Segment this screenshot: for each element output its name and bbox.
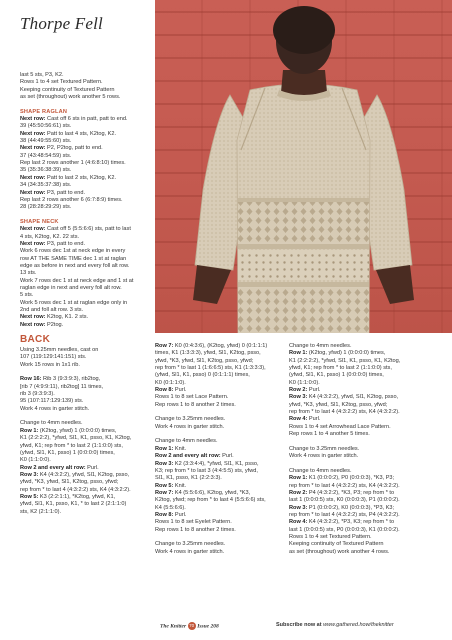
instruction-line bbox=[20, 487, 148, 494]
instruction-line bbox=[289, 350, 429, 357]
instruction-text: K4 (4:3:2:2), yfwd, Sl1, K2tog, psso, bbox=[307, 394, 399, 401]
instruction-text: K4 (5:5:6:6), K2tog, yfwd, *K3, bbox=[173, 489, 251, 496]
instruction-line bbox=[20, 131, 148, 138]
instruction-line bbox=[20, 428, 148, 435]
instruction-line bbox=[289, 483, 429, 490]
instruction-line bbox=[289, 490, 429, 497]
instruction-text: 4 sts, K2tog, K2. 22 sts. bbox=[20, 233, 80, 240]
raglan-instructions bbox=[20, 116, 148, 211]
instruction-line bbox=[289, 534, 429, 541]
instruction-text: rep from * to last 1 (1:6:6:5) sts, K1 (1:3:3:3), bbox=[155, 365, 266, 372]
intro-text bbox=[20, 72, 148, 101]
instruction-text: Rows 1 to 8 set Lace Pattern. bbox=[155, 394, 229, 401]
instruction-text: P3, patt to end. bbox=[45, 189, 85, 196]
instruction-line bbox=[289, 549, 429, 556]
spacer bbox=[20, 369, 148, 376]
instruction-text: Work 4 rows in garter stitch. bbox=[289, 453, 359, 460]
instruction-text: Rep rows 1 to 8 another 2 times. bbox=[155, 401, 236, 408]
issue-number: Issue 208 bbox=[197, 623, 219, 630]
subscribe-label: Subscribe now at bbox=[276, 622, 322, 628]
instruction-line bbox=[289, 365, 429, 372]
instruction-text: P4 (4:3:2:2), *K3, P3; rep from * to bbox=[307, 489, 395, 496]
instruction-line bbox=[155, 497, 287, 504]
instruction-line bbox=[155, 512, 287, 519]
instruction-line bbox=[20, 479, 148, 486]
instruction-line bbox=[20, 153, 148, 160]
section-heading-back: BACK bbox=[20, 334, 51, 346]
instruction-line bbox=[155, 468, 287, 475]
instruction-text: Change to 4mm needles. bbox=[289, 467, 352, 474]
section-heading-shape-raglan: SHAPE RAGLAN bbox=[20, 108, 68, 115]
instruction-line: as set (throughout) work another 5 rows. bbox=[20, 94, 121, 101]
row-label: Row 2: bbox=[289, 387, 308, 394]
instruction-text: Purl. bbox=[307, 387, 321, 394]
row-label: Next row: bbox=[20, 145, 46, 152]
instruction-line bbox=[20, 354, 148, 361]
instruction-line bbox=[20, 314, 148, 321]
page-number: 70 bbox=[189, 623, 195, 628]
instruction-text: Purl. bbox=[173, 387, 187, 394]
row-label: Row 1: bbox=[289, 475, 308, 482]
instruction-line bbox=[289, 402, 429, 409]
instruction-text: Purl. bbox=[220, 453, 234, 460]
row-label: Row 7: bbox=[155, 343, 174, 349]
instruction-line bbox=[20, 285, 148, 292]
instruction-text: edge as before in next and every foll alt row. bbox=[20, 262, 130, 269]
instruction-text: K4 (4:3:2:2), yfwd, Sl1, K2tog, psso, bbox=[38, 471, 130, 478]
instruction-text: rep from * to last 4 (4:3:2:2) sts, K4 (4:3:2:2). bbox=[289, 409, 400, 416]
instruction-text: Rep rows 1 to 8 another 2 times. bbox=[155, 526, 236, 533]
right-column bbox=[289, 343, 429, 556]
instruction-text: K2tog, yfwd; rep from * to last 4 (5:5:6:6) sts, bbox=[155, 497, 266, 504]
model-photo bbox=[155, 0, 452, 333]
instruction-line bbox=[20, 398, 148, 405]
instruction-text: Knit. bbox=[173, 445, 187, 452]
row-label: Next row: bbox=[20, 240, 46, 247]
instruction-line bbox=[289, 394, 429, 401]
row-label: Row 5: bbox=[155, 482, 174, 489]
instruction-line bbox=[155, 394, 287, 401]
instruction-text: as set (throughout) work another 4 rows. bbox=[289, 548, 390, 555]
instruction-text: 37 (43:48:54:59) sts. bbox=[20, 152, 72, 159]
instruction-line bbox=[20, 234, 148, 241]
instruction-text: Rows 1 to 8 set Eyelet Pattern. bbox=[155, 519, 232, 526]
instruction-line bbox=[20, 204, 148, 211]
instruction-text: Purl. bbox=[85, 464, 99, 471]
instruction-text: K4 (5:5:6:6). bbox=[155, 504, 186, 511]
page-title: Thorpe Fell bbox=[20, 14, 103, 33]
instruction-line bbox=[20, 362, 148, 369]
instruction-line bbox=[155, 527, 287, 534]
instruction-line bbox=[155, 358, 287, 365]
row-label: Row 1: bbox=[155, 445, 174, 452]
row-label: Next row: bbox=[20, 226, 46, 233]
subscribe-link[interactable]: www.gathered.how/theknitter bbox=[323, 622, 394, 628]
instruction-line: Keeping continuity of Textured Pattern bbox=[20, 86, 115, 93]
instruction-line bbox=[155, 424, 287, 431]
instruction-line bbox=[155, 438, 287, 445]
instruction-line bbox=[20, 256, 148, 263]
instruction-line bbox=[289, 497, 429, 504]
row-label: Row 3: bbox=[155, 460, 174, 467]
instruction-line bbox=[289, 416, 429, 423]
instruction-text: Work 4 rows in garter stitch. bbox=[20, 405, 90, 412]
instruction-line bbox=[20, 465, 148, 472]
section-heading-shape-neck: SHAPE NECK bbox=[20, 218, 59, 225]
middle-column bbox=[155, 343, 287, 556]
instruction-line bbox=[20, 138, 148, 145]
instruction-line bbox=[20, 270, 148, 277]
instruction-text: 5 sts. bbox=[20, 292, 34, 299]
instruction-text: Work 5 rows dec 1 st at raglan edge only in bbox=[20, 299, 128, 306]
instruction-line bbox=[20, 263, 148, 270]
instruction-line bbox=[20, 472, 148, 479]
instruction-line bbox=[155, 541, 287, 548]
instruction-text: 38 (44:49:55:60) sts. bbox=[20, 138, 72, 145]
instruction-line bbox=[155, 490, 287, 497]
instruction-line bbox=[20, 278, 148, 285]
instruction-text: 34 (34:35:37:38) sts. bbox=[20, 182, 72, 189]
instruction-text: Purl. bbox=[173, 511, 187, 518]
instruction-text: Rep last 2 rows another 6 (6:7:8:9) times. bbox=[20, 196, 123, 203]
instruction-text: K1 (0:0:0:2), P0 (0:0:0:3), *K3, P3; bbox=[307, 475, 395, 482]
row-label: Next row: bbox=[20, 130, 46, 137]
instruction-text: K1 (2:2:2:2), *yfwd, Sl1, K1, psso, K1, K2tog, bbox=[289, 357, 401, 364]
row-label: Row 5: bbox=[20, 493, 39, 500]
instruction-text: yfwd, K1; rep from * to last 2 (1:1:0:0) sts, bbox=[289, 365, 392, 372]
instruction-line bbox=[20, 116, 148, 123]
spacer bbox=[289, 461, 429, 468]
footer-brand bbox=[160, 622, 219, 630]
instruction-line bbox=[20, 384, 148, 391]
row-label: Row 1: bbox=[289, 350, 308, 357]
instruction-line: last 5 sts, P3, K2. bbox=[20, 72, 64, 78]
row-label: Next row: bbox=[20, 116, 46, 123]
instruction-text: K0 (1:1:0:0). bbox=[20, 457, 51, 464]
row-label: Next row: bbox=[20, 174, 46, 181]
instruction-line bbox=[20, 123, 148, 130]
row-label: Next row: bbox=[20, 314, 46, 321]
neck-instructions bbox=[20, 226, 148, 329]
instruction-text: Purl. bbox=[307, 416, 321, 423]
instruction-text: Patt to last 2 sts, K2tog, K2. bbox=[45, 174, 117, 181]
instruction-text: K4 (4:3:2:2), *P3, K3; rep from * to bbox=[307, 519, 395, 526]
instruction-line bbox=[155, 475, 287, 482]
instruction-text: Using 3.25mm needles, cast on bbox=[20, 347, 99, 354]
instruction-text: Change to 4mm needles. bbox=[289, 343, 352, 349]
instruction-text: (K2tog, yfwd) 1 (0:0:0:0) times, bbox=[307, 350, 386, 357]
instruction-text: sts, K2 (2:1:1:0). bbox=[20, 508, 62, 515]
row-label: Row 4: bbox=[289, 416, 308, 423]
instruction-line bbox=[20, 300, 148, 307]
instruction-line bbox=[155, 387, 287, 394]
instruction-text: P2, P2tog, patt to end. bbox=[45, 145, 103, 152]
instruction-line bbox=[289, 475, 429, 482]
instruction-text: Cast off 5 (5:5:6:6) sts, patt to last bbox=[45, 226, 131, 233]
instruction-line bbox=[20, 391, 148, 398]
instruction-line bbox=[289, 372, 429, 379]
instruction-line bbox=[155, 372, 287, 379]
instruction-text: K2tog, K1. 2 sts. bbox=[45, 314, 89, 321]
instruction-text: 13 sts. bbox=[20, 270, 37, 277]
instruction-line bbox=[155, 453, 287, 460]
row-label: Row 2: bbox=[289, 489, 308, 496]
spacer bbox=[289, 438, 429, 445]
spacer bbox=[155, 534, 287, 541]
back-instructions bbox=[20, 347, 148, 516]
instruction-text: K0 (1:1:0:0). bbox=[289, 379, 320, 386]
instruction-text: P1 (0:0:0:2), K0 (0:0:0:3), *P3, K3; bbox=[307, 504, 395, 511]
instruction-line bbox=[155, 402, 287, 409]
row-label: Row 2 and every alt row: bbox=[20, 464, 86, 471]
instruction-text: K0 (0:1:1:0). bbox=[155, 379, 186, 386]
instruction-text: last 1 (0:0:0:5) sts, K0 (0:0:0:3), P1 (0:0:0:2). bbox=[289, 497, 400, 504]
instruction-line bbox=[155, 519, 287, 526]
instruction-text: rep from * to last 4 (4:3:2:2) sts, K4 (4:3:2:2). bbox=[20, 486, 131, 493]
row-label: Next row: bbox=[20, 321, 46, 328]
spacer bbox=[20, 413, 148, 420]
instruction-line bbox=[20, 420, 148, 427]
instruction-line bbox=[289, 527, 429, 534]
instruction-line bbox=[289, 424, 429, 431]
instruction-text: Knit. bbox=[173, 482, 187, 489]
row-label: Row 3: bbox=[20, 471, 39, 478]
instruction-text: K1 (2:2:2:2), *yfwd, Sl1, K1, psso, K1, K2tog, bbox=[20, 435, 132, 442]
instruction-text: last 1 (0:0:0:5) sts, P0 (0:0:0:3), K1 (0:0:0:2). bbox=[289, 526, 400, 533]
instruction-line bbox=[155, 416, 287, 423]
instruction-text: Work 7 rows dec 1 st at neck edge and 1 st at bbox=[20, 277, 134, 284]
instruction-line bbox=[20, 501, 148, 508]
instruction-text: Keeping continuity of Textured Pattern bbox=[289, 541, 384, 548]
instruction-line bbox=[289, 431, 429, 438]
instruction-text: Change to 4mm needles. bbox=[20, 420, 83, 427]
instruction-text: times, K1 (1:3:3:3), yfwd, Sl1, K2tog, psso, bbox=[155, 350, 261, 357]
instruction-text: 35 (35:36:38:39) sts. bbox=[20, 167, 72, 174]
instruction-text: Change to 3.25mm needles. bbox=[289, 445, 360, 452]
instruction-text: 28 (28:28:29:29) sts. bbox=[20, 204, 72, 211]
instruction-line bbox=[20, 160, 148, 167]
instruction-text: K2 (3:3:4:4), *yfwd, Sl1, K1, psso, bbox=[173, 460, 259, 467]
instruction-text: Work 4 rows in garter stitch. bbox=[155, 548, 225, 555]
instruction-text: Rib 3 (9:3:9:3), rib2tog, bbox=[41, 376, 101, 383]
instruction-line bbox=[289, 358, 429, 365]
instruction-text: Work 4 rows in garter stitch. bbox=[155, 423, 225, 430]
instruction-line bbox=[155, 446, 287, 453]
instruction-line bbox=[289, 343, 429, 350]
instruction-line bbox=[155, 549, 287, 556]
instruction-line bbox=[289, 409, 429, 416]
row-label: Row 16: bbox=[20, 376, 42, 383]
instruction-line: Rows 1 to 4 set Textured Pattern. bbox=[20, 79, 103, 86]
instruction-text: yfwd, K1; rep from * to last 2 (1:1:0:0) sts, bbox=[20, 442, 123, 449]
instruction-text: (yfwd, Sl1, K1, psso) 1 (0:0:0:0) times, bbox=[289, 372, 384, 379]
instruction-line bbox=[20, 167, 148, 174]
instruction-text: Change to 3.25mm needles. bbox=[155, 416, 226, 423]
instruction-text: yfwd, *K3, yfwd, Sl1, K2tog, psso, yfwd; bbox=[289, 401, 388, 408]
instruction-text: K3; rep from * to last 3 (4:4:5:5) sts, yfwd, bbox=[155, 467, 258, 474]
instruction-text: 39 (45:50:56:61) sts. bbox=[20, 123, 72, 130]
instruction-text: K3 (2:2:1:1), *K2tog, yfwd, K1, bbox=[38, 493, 116, 500]
row-label: Row 4: bbox=[289, 519, 308, 526]
instruction-line bbox=[20, 190, 148, 197]
instruction-line bbox=[20, 241, 148, 248]
instruction-line bbox=[20, 509, 148, 516]
instruction-line bbox=[155, 343, 287, 350]
sweater-illustration bbox=[155, 0, 452, 333]
instruction-line bbox=[289, 541, 429, 548]
instruction-line bbox=[20, 322, 148, 329]
instruction-line bbox=[20, 248, 148, 255]
instruction-text: Rep last 2 rows another 1 (4:6:8:10) times. bbox=[20, 160, 126, 167]
instruction-text: (K2tog, yfwd) 1 (0:0:0:0) times, bbox=[38, 427, 117, 434]
instruction-line bbox=[155, 505, 287, 512]
row-label: Row 3: bbox=[289, 504, 308, 511]
instruction-text: Work 15 rows in 1x1 rib. bbox=[20, 361, 80, 368]
spacer bbox=[155, 409, 287, 416]
instruction-line bbox=[155, 350, 287, 357]
row-label: Row 8: bbox=[155, 511, 174, 518]
instruction-line bbox=[20, 307, 148, 314]
instruction-text: 107 (119:129:141:151) sts. bbox=[20, 354, 87, 361]
instruction-line bbox=[289, 446, 429, 453]
instruction-text: P3, patt to end. bbox=[45, 240, 85, 247]
left-column bbox=[20, 72, 148, 516]
instruction-text: Patt to last 4 sts, K2tog, K2. bbox=[45, 130, 117, 137]
instruction-line bbox=[20, 197, 148, 204]
instruction-line bbox=[289, 387, 429, 394]
instruction-text: 2nd and foll alt row. 3 sts. bbox=[20, 307, 84, 313]
instruction-line bbox=[20, 182, 148, 189]
instruction-text: rep from * to last 4 (4:3:2:2) sts, K4 (4:3:2:2). bbox=[289, 482, 400, 489]
row-label: Row 8: bbox=[155, 387, 174, 394]
instruction-line bbox=[20, 347, 148, 354]
instruction-line bbox=[20, 443, 148, 450]
instruction-text: yfwd, *K3, yfwd, Sl1, K2tog, psso, yfwd; bbox=[155, 357, 254, 364]
instruction-line bbox=[289, 519, 429, 526]
footer-subscribe bbox=[276, 622, 394, 628]
spacer bbox=[155, 431, 287, 438]
instruction-line bbox=[20, 435, 148, 442]
row-label: Row 1: bbox=[20, 427, 39, 434]
instruction-text: row AT THE SAME TIME dec 1 st at raglan bbox=[20, 255, 127, 262]
instruction-line bbox=[155, 461, 287, 468]
instruction-line bbox=[20, 450, 148, 457]
instruction-text: (yfwd, Sl1, K1, psso) 1 (0:0:0:0) times, bbox=[20, 449, 115, 456]
instruction-line bbox=[20, 457, 148, 464]
instruction-text: Rows 1 to 4 set Textured Pattern. bbox=[289, 533, 372, 540]
instruction-line bbox=[155, 483, 287, 490]
instruction-line bbox=[289, 512, 429, 519]
row-label: Row 7: bbox=[155, 489, 174, 496]
row-label: Row 3: bbox=[289, 394, 308, 401]
row-label: Next row: bbox=[20, 189, 46, 196]
instruction-line bbox=[289, 468, 429, 475]
instruction-text: (yfwd, Sl1, K1, psso) 0 (0:1:1:1) times, bbox=[155, 372, 250, 379]
instruction-text: raglan edge in next and every foll alt row. bbox=[20, 284, 122, 291]
instruction-line bbox=[20, 494, 148, 501]
instruction-text: Rows 1 to 4 set Arrowhead Lace Pattern. bbox=[289, 423, 391, 430]
instruction-text: yfwd, *K3, yfwd, Sl1, K2tog, psso, yfwd; bbox=[20, 479, 119, 486]
instruction-text: rep from * to last 4 (4:3:2:2) sts, P4 (4:3:2:2). bbox=[289, 511, 400, 518]
instruction-line bbox=[20, 145, 148, 152]
instruction-text: Sl1, K1, psso, K1 (2:2:3:3). bbox=[155, 475, 222, 482]
instruction-line bbox=[289, 453, 429, 460]
instruction-line bbox=[20, 226, 148, 233]
instruction-line bbox=[20, 175, 148, 182]
instruction-line bbox=[155, 380, 287, 387]
magazine-name: The Knitter bbox=[160, 623, 187, 630]
instruction-text: Rep rows 1 to 4 another 5 times. bbox=[289, 431, 370, 438]
row-label: Row 2 and every alt row: bbox=[155, 453, 221, 460]
instruction-line bbox=[155, 365, 287, 372]
instruction-line bbox=[20, 406, 148, 413]
instruction-line bbox=[20, 292, 148, 299]
instruction-text: 95 (107:117:129:139) sts. bbox=[20, 398, 84, 405]
instruction-text: rib 3 (9:3:9:3). bbox=[20, 391, 55, 398]
instruction-line bbox=[289, 505, 429, 512]
instruction-text: Change to 3.25mm needles. bbox=[155, 541, 226, 548]
instruction-text: Work 6 rows dec 1st at neck edge in every bbox=[20, 248, 126, 255]
instruction-text: K0 (0:4:3:6), (K2tog, yfwd) 0 (0:1:1:1) bbox=[173, 343, 268, 349]
instruction-text: P2tog. bbox=[45, 321, 64, 328]
instruction-text: Change to 4mm needles. bbox=[155, 438, 218, 445]
instruction-text: Cast off 6 sts in patt, patt to end. bbox=[45, 116, 128, 123]
instruction-text: [rib 7 (4:9:9:11), rib2tog] 11 times, bbox=[20, 383, 104, 390]
instruction-line bbox=[289, 380, 429, 387]
instruction-text: yfwd, Sl1, K1, psso, K1, * to last 2 (2:1:1:0) bbox=[20, 501, 127, 508]
instruction-line bbox=[20, 376, 148, 383]
